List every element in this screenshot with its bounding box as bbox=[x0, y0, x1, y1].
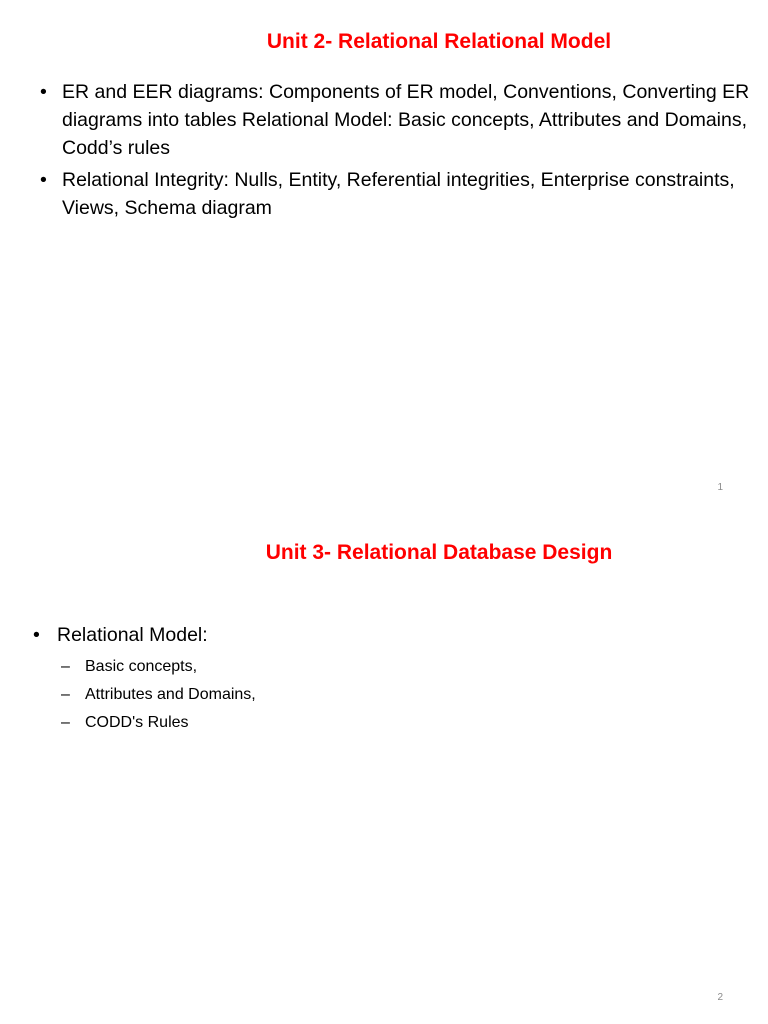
sub-bullet-item bbox=[57, 681, 733, 709]
dash-icon: – bbox=[61, 658, 70, 675]
bullet-text: Relational Model: bbox=[57, 624, 208, 646]
sub-bullet-text: Basic concepts, bbox=[85, 658, 198, 675]
bullet-item bbox=[40, 78, 752, 162]
bullet-text: ER and EER diagrams: Components of ER model, Conventions, Converting ER diagrams into tables Relational Model: Basic concepts, Attributes and Domains, Codd’s rules bbox=[62, 81, 750, 159]
bullet-icon: • bbox=[33, 624, 40, 646]
bullet-text: Relational Integrity: Nulls, Entity, Referential integrities, Enterprise constraints, Views, Schema diagram bbox=[62, 169, 735, 219]
sub-bullet-text: Attributes and Domains, bbox=[85, 686, 256, 703]
bullet-icon: • bbox=[40, 169, 47, 191]
slide-title: Unit 2- Relational Relational Model bbox=[266, 30, 612, 53]
sub-bullet-item bbox=[57, 709, 733, 737]
sub-bullet-item bbox=[57, 653, 733, 681]
page-number: 1 bbox=[717, 482, 723, 493]
sub-bullet-text: CODD's Rules bbox=[85, 714, 189, 731]
bullet-list bbox=[40, 78, 752, 226]
bullet-item bbox=[40, 166, 752, 222]
page-number: 2 bbox=[717, 992, 723, 1003]
bullet-item bbox=[33, 621, 733, 737]
sub-bullet-list bbox=[57, 653, 733, 737]
bullet-list bbox=[33, 621, 733, 737]
slide-2 bbox=[0, 512, 768, 1024]
slide-title: Unit 3- Relational Database Design bbox=[265, 541, 613, 564]
dash-icon: – bbox=[61, 686, 70, 703]
dash-icon: – bbox=[61, 714, 70, 731]
bullet-icon: • bbox=[40, 81, 47, 103]
